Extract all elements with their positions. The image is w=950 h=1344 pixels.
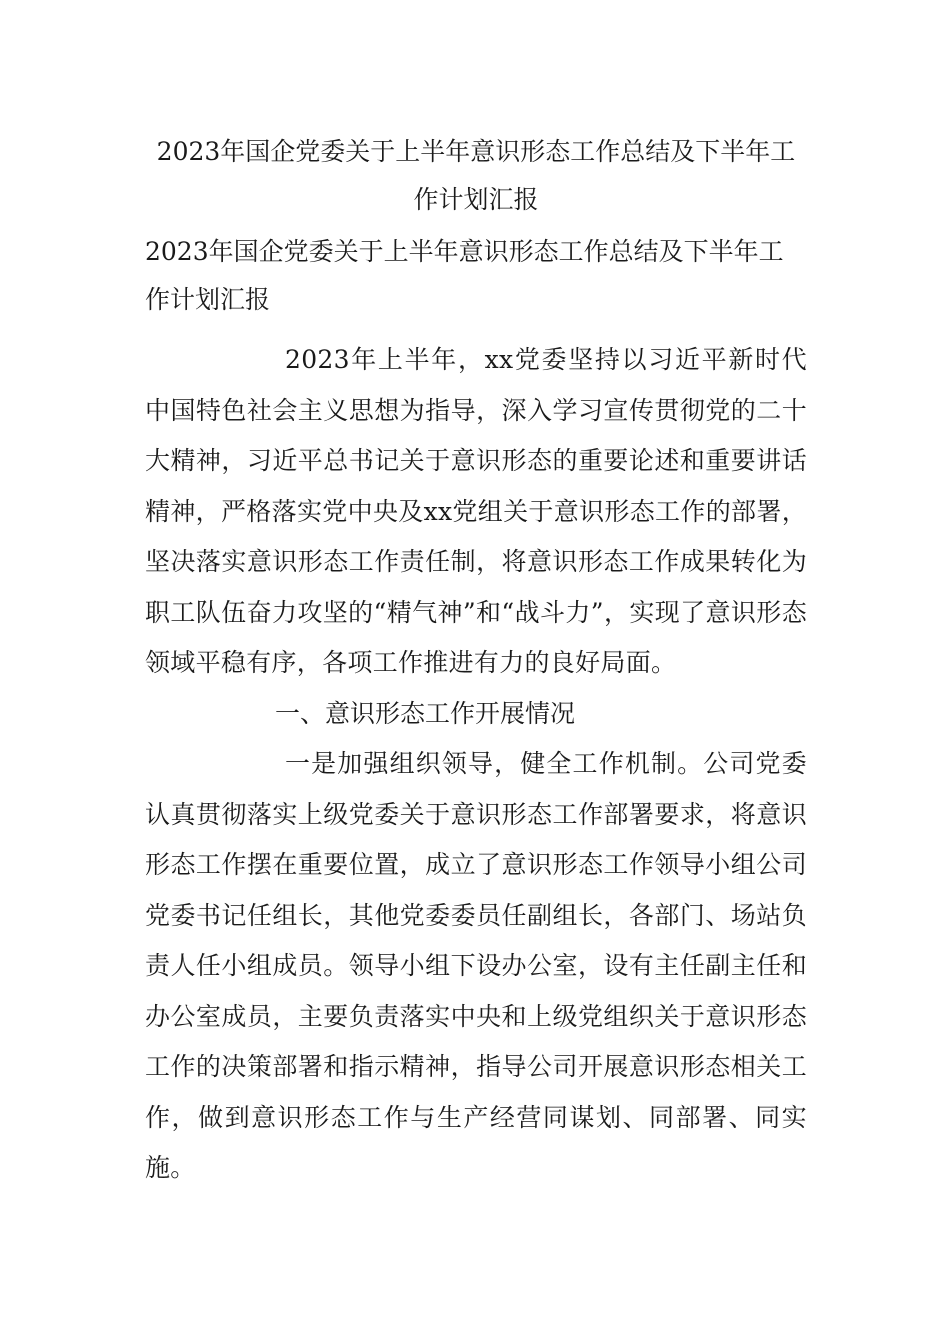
document-subtitle: 2023年国企党委关于上半年意识形态工作总结及下半年工作计划汇报	[145, 237, 784, 314]
document-title: 2023年国企党委关于上半年意识形态工作总结及下半年工作计划汇报	[156, 137, 796, 214]
intro-paragraph: 2023年上半年，xx党委坚持以习近平新时代中国特色社会主义思想为指导，深入学习宣传贯彻党的二十大精神，习近平总书记关于意识形态的重要论述和重要讲话精神，严格落实党中央及xx党组关于意识形态工作的部署，坚决落实意识形态工作责任制，将意识形态工作成果转化为职工队伍奋力攻坚的“精气神”和“战斗力”，实现了意识形态领域平稳有序，各项工作推进有力的良好局面。	[145, 345, 807, 677]
document-body	[145, 128, 807, 1194]
section-heading: 一、意识形态工作开展情况	[275, 698, 576, 728]
section-paragraph: 一是加强组织领导，健全工作机制。公司党委认真贯彻落实上级党委关于意识形态工作部署要求，将意识形态工作摆在重要位置，成立了意识形态工作领导小组公司党委书记任组长，其他党委委员任副组长，各部门、场站负责人任小组成员。领导小组下设办公室，设有主任副主任和办公室成员，主要负责落实中央和上级党组织关于意识形态工作的决策部署和指示精神，指导公司开展意识形态相关工作，做到意识形态工作与生产经营同谋划、同部署、同实施。	[145, 749, 807, 1182]
